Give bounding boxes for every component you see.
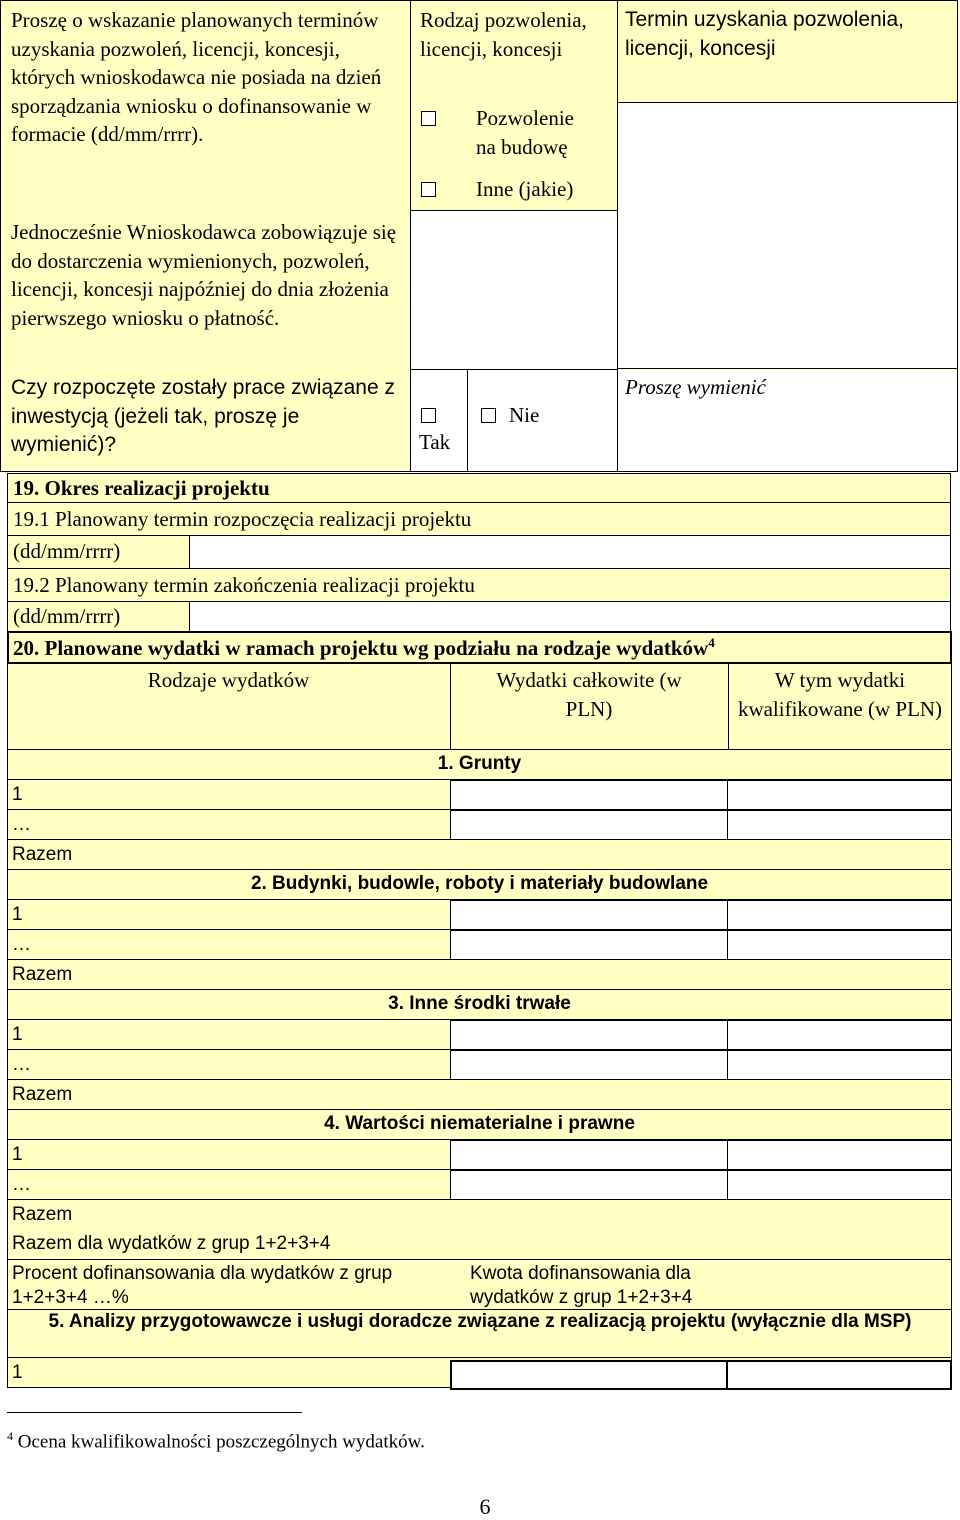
yesno-divider — [467, 370, 468, 471]
group-eligible-input[interactable] — [728, 810, 952, 840]
group-sum-label: Razem — [12, 844, 73, 865]
col-total-header: Wydatki całkowite (w PLN) — [496, 668, 682, 721]
group-eligible-input[interactable] — [728, 930, 952, 960]
permit-date-header: Termin uzyskania pozwolenia, licencji, koncesji — [625, 8, 904, 60]
group-item-number: 1 — [12, 784, 23, 805]
group-item-number: 1 — [12, 1144, 23, 1165]
group-sum-label: Razem — [12, 1084, 73, 1105]
header-divider — [450, 664, 451, 750]
group-item-ellipsis: … — [12, 1174, 31, 1195]
start-date-format: (dd/mm/rrrr) — [13, 539, 121, 563]
permit-type-blank — [411, 210, 617, 370]
option-yes-label: Tak — [419, 430, 451, 454]
group-eligible-input[interactable] — [728, 1050, 952, 1080]
header-divider — [728, 664, 729, 750]
footnote-ref: 4 — [708, 635, 715, 650]
permit-date-input[interactable] — [618, 102, 957, 369]
group-total-input[interactable] — [450, 1020, 728, 1050]
option-other-permit-label: Inne (jakie) — [476, 177, 574, 201]
checkbox-yes[interactable] — [421, 406, 436, 424]
permits-question: Proszę o wskazanie planowanych terminów uzyskania pozwoleń, licencji, koncesji, których wnioskodawca nie posiada na dzień sporządzania wniosku o dofinansowanie w formacie (dd/mm/rrrr). — [11, 8, 382, 146]
col-eligible-header: W tym wydatki kwalifikowane (w PLN) — [737, 668, 943, 721]
group-eligible-input[interactable] — [728, 1140, 952, 1170]
cofinancing-percent-label: Procent dofinansowania dla wydatków z grup 1+2+3+4 …% — [12, 1263, 393, 1308]
group-eligible-input[interactable] — [728, 780, 952, 810]
group5-item-number: 1 — [12, 1362, 23, 1383]
works-question: Czy rozpoczęte zostały prace związane z inwestycją (jeżeli tak, proszę je wymienić)? — [11, 376, 395, 456]
col-expense-types-header: Rodzaje wydatków — [147, 668, 310, 692]
group-total-input[interactable] — [450, 1050, 728, 1080]
works-list-prompt: Proszę wymienić — [625, 375, 766, 399]
group-title: 1. Grunty — [437, 753, 522, 774]
checkbox-no[interactable] — [481, 406, 496, 424]
group-title: 2. Budynki, budowle, roboty i materiały budowlane — [250, 873, 709, 894]
group-total-input[interactable] — [450, 780, 728, 810]
permits-obligation-text: Jednocześnie Wnioskodawca zobowiązuje się do dostarczenia wymienionych, pozwoleń, licencji, koncesji najpóźniej do dnia złożenia pierwszego wniosku o płatność. — [11, 220, 397, 330]
section20-title-text: 20. Planowane wydatki w ramach projektu wg podziału na rodzaje wydatków — [13, 636, 709, 660]
section19-title: 19. Okres realizacji projektu — [13, 476, 270, 500]
start-date-label: 19.1 Planowany termin rozpoczęcia realizacji projektu — [13, 507, 472, 531]
checkbox-other-permit[interactable] — [421, 180, 436, 198]
group-total-input[interactable] — [450, 930, 728, 960]
permit-type-header: Rodzaj pozwolenia, licencji, koncesji — [420, 8, 587, 61]
end-date-input[interactable] — [190, 602, 951, 633]
end-date-format: (dd/mm/rrrr) — [13, 604, 121, 628]
cofinancing-amount-label: Kwota dofinansowania dla wydatków z grup 1+2+3+4 — [470, 1263, 693, 1308]
group-total-input[interactable] — [450, 1170, 728, 1200]
group-item-ellipsis: … — [12, 934, 31, 955]
group-eligible-input[interactable] — [728, 1170, 952, 1200]
group-item-number: 1 — [12, 904, 23, 925]
footnote-number: 4 — [7, 1429, 13, 1443]
end-date-label: 19.2 Planowany termin zakończenia realizacji projektu — [13, 573, 475, 597]
group-row — [7, 1080, 952, 1110]
group-total-input[interactable] — [450, 900, 728, 930]
option-building-permit-label: Pozwolenie na budowę — [476, 106, 574, 159]
start-date-input[interactable] — [190, 536, 951, 569]
group-total-input[interactable] — [450, 810, 728, 840]
group5-total-input[interactable] — [450, 1360, 728, 1390]
group-title: 3. Inne środki trwałe — [388, 993, 571, 1014]
group-row — [7, 960, 952, 990]
grand-total-label: Razem dla wydatków z grup 1+2+3+4 — [12, 1233, 331, 1254]
group-item-ellipsis: … — [12, 814, 31, 835]
checkbox-building-permit[interactable] — [421, 109, 436, 127]
group-eligible-input[interactable] — [728, 900, 952, 930]
group-title: 4. Wartości niematerialne i prawne — [324, 1113, 635, 1134]
group-total-input[interactable] — [450, 1140, 728, 1170]
footnote-text: Ocena kwalifikowalności poszczególnych wydatków. — [17, 1431, 425, 1453]
section20-title — [13, 634, 715, 663]
page-number: 6 — [479, 1494, 491, 1519]
group-item-ellipsis: … — [12, 1054, 31, 1075]
option-no-label: Nie — [509, 403, 540, 427]
group-row — [7, 1200, 952, 1230]
group5-title: 5. Analizy przygotowawcze i usługi doradcze związane z realizacją projektu (wyłącznie dla MSP) — [48, 1311, 912, 1332]
group-row — [7, 840, 952, 870]
group-eligible-input[interactable] — [728, 1020, 952, 1050]
footnote-separator — [7, 1412, 302, 1413]
group5-eligible-input[interactable] — [728, 1360, 952, 1390]
footnote — [7, 1424, 425, 1454]
group-sum-label: Razem — [12, 964, 73, 985]
group-sum-label: Razem — [12, 1204, 73, 1225]
group-item-number: 1 — [12, 1024, 23, 1045]
